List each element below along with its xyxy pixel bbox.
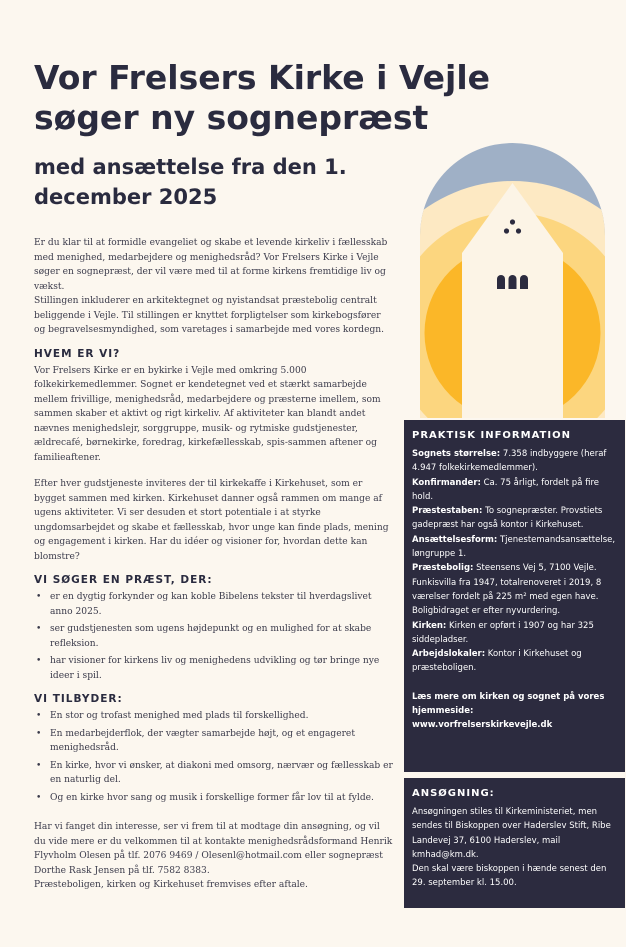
info-label: Konfirmander:	[412, 477, 481, 488]
list-item	[34, 590, 394, 619]
info-label: Sognets størrelse:	[412, 449, 501, 459]
info-label: Præstestaben:	[412, 506, 483, 517]
info-text: Steensens Vej 5, 7100 Vejle. Funkisvilla fra 1947, totalrenoveret i 2019, 8 værelser fordelt på 225 m² med egen have. Boligbidraget er efter nyvurdering.	[412, 563, 602, 617]
list-item	[34, 759, 394, 788]
bullet-icon: •	[36, 624, 42, 634]
info-label: Kirken:	[412, 620, 447, 631]
list-item-text: er en dygtig forkynder og kan koble Bibelens tekster til hverdagslivet anno 2025.	[50, 592, 372, 617]
practical-info-heading: PRAKTISK INFORMATION	[412, 430, 571, 441]
list-item	[34, 727, 394, 756]
info-label: Præstebolig:	[412, 563, 474, 574]
list-item	[34, 709, 394, 724]
info-item	[412, 619, 617, 648]
info-item	[412, 476, 617, 505]
website-link[interactable]: www.vorfrelserskirkevejle.dk	[412, 720, 553, 731]
application-heading: ANSØGNING:	[412, 788, 495, 799]
list-item-text: ser gudstjenesten som ugens højdepunkt og en mulighed for at skabe refleksion.	[50, 624, 372, 649]
info-label: Ansættelsesform:	[412, 534, 498, 545]
list-item	[34, 791, 394, 806]
closing-paragraph: Præsteboligen, kirken og Kirkehuset fremvises efter aftale.	[34, 880, 308, 890]
info-text: Kirken er opført i 1907 og har 325 siddepladser.	[412, 620, 594, 645]
info-text: 7.358 indbyggere (heraf 4.947 folkekirkemedlemmer).	[412, 449, 607, 474]
info-item	[412, 533, 617, 562]
info-text: Ca. 75 årligt, fordelt på fire hold.	[412, 477, 599, 502]
section-heading: HVEM ER VI?	[34, 347, 121, 360]
info-item	[412, 561, 617, 618]
page-title: Vor Frelsers Kirke i Vejle søger ny sognepræst	[34, 58, 491, 137]
list-item	[34, 654, 394, 683]
application-deadline: Den skal være biskoppen i hænde senest den 29. september kl. 15.00.	[412, 864, 607, 889]
who-paragraph: Efter hver gudstjeneste inviteres der til kirkekaffe i Kirkehuset, som er bygget sammen med kirken. Kirkehuset danner også rammen om mange af ugens aktiviteter. Vi ser desuden et stort potentiale i at styrke ungdomsarbejdet og skabe et fællesskab, hvor unge kan finde plads, mening og engagement i kirken. Har du idéer og visioner for, hvordan dette kan blomstre?	[34, 479, 389, 562]
info-item	[412, 647, 617, 676]
closing-paragraph: Har vi fanget din interesse, ser vi frem til at modtage din ansøgning, og vil du vide mere er du velkommen til at kontakte menighedsrådsformand Henrik Flyvholm Olesen på tlf. 2076 9469 / Olesenl@hotmail.com eller sognepræst Dorthe Rask Jensen på tlf. 7582 8383.	[34, 822, 393, 876]
list-item-text: Og en kirke hvor sang og musik i forskellige former får lov til at fylde.	[50, 792, 374, 803]
church-tower-illustration	[420, 143, 605, 418]
intro-paragraph: Er du klar til at formidle evangeliet og skabe et levende kirkeliv i fællesskab med menighed, medarbejdere og menighedsråd? Vor Frelsers Kirke i Vejle søger en sognepræst, der vil være med til at forme kirkens fremtidige liv og vækst.	[34, 238, 388, 292]
bullet-icon: •	[36, 711, 42, 721]
application-text: Ansøgningen stiles til Kirkeministeriet, men sendes til Biskoppen over Haderslev Stift, Ribe Landevej 37, 6100 Haderslev, mail kmhad@km.dk.	[412, 807, 611, 860]
intro-paragraph: Stillingen inkluderer en arkitektegnet og nyistandsat præstebolig centralt beliggende i Vejle. Til stillingen er knyttet forpligtelser som kirkebogsfører og begravelsesmyndighed, som varetages i samarbejde med vores kordegn.	[34, 296, 385, 335]
info-item	[412, 504, 617, 533]
list-item-text: En medarbejderflok, der vægter samarbejde højt, og et engageret menighedsråd.	[50, 728, 355, 753]
info-item	[412, 447, 617, 476]
bullet-icon: •	[36, 728, 42, 739]
list-item-text: har visioner for kirkens liv og menighedens udvikling og tør bringe nye ideer i spil.	[50, 656, 380, 681]
practical-info-box	[404, 420, 625, 772]
offer-list	[34, 709, 394, 805]
bullet-icon: •	[36, 792, 42, 803]
section-heading: VI TILBYDER:	[34, 693, 123, 705]
more-info-text: Læs mere om kirken og sognet på vores hjemmeside:	[412, 691, 605, 717]
bullet-icon: •	[36, 592, 42, 602]
bullet-icon: •	[36, 656, 42, 666]
list-item-text: En kirke, hvor vi ønsker, at diakoni med omsorg, nærvær og fællesskab er en naturlig del.	[50, 760, 393, 785]
page-subtitle: med ansættelse fra den 1. december 2025	[34, 155, 347, 209]
info-text: Kontor i Kirkehuset og præsteboligen.	[412, 649, 582, 674]
main-column	[34, 236, 394, 893]
bullet-icon: •	[36, 760, 42, 771]
application-box	[404, 778, 625, 908]
list-item	[34, 622, 394, 651]
info-text: Tjenestemandsansættelse, løngruppe 1.	[412, 534, 616, 560]
info-label: Arbejdslokaler:	[412, 649, 486, 660]
info-text: To sognepræster. Provstiets gadepræst har også kontor i Kirkehuset.	[412, 506, 603, 531]
section-heading: VI SØGER EN PRÆST, DER:	[34, 574, 213, 586]
list-item-text: En stor og trofast menighed med plads til forskellighed.	[50, 711, 309, 721]
who-paragraph: Vor Frelsers Kirke er en bykirke i Vejle med omkring 5.000 folkekirkemedlemmer. Sognet er kendetegnet ved et stærkt samarbejde mellem frivillige, menighedsråd, medarbejdere og præsterne imellem, som sammen skaber et aktivt og rigt kirkeliv. Af aktiviteter kan blandt andet nævnes menighedslejr, sorggruppe, musik- og rytmiske gudstjenester, ældrecafé, børnekirke, foredrag, kirkefællesskab, spis-sammen aftener og familieaftener.	[34, 365, 381, 463]
seek-list	[34, 590, 394, 683]
